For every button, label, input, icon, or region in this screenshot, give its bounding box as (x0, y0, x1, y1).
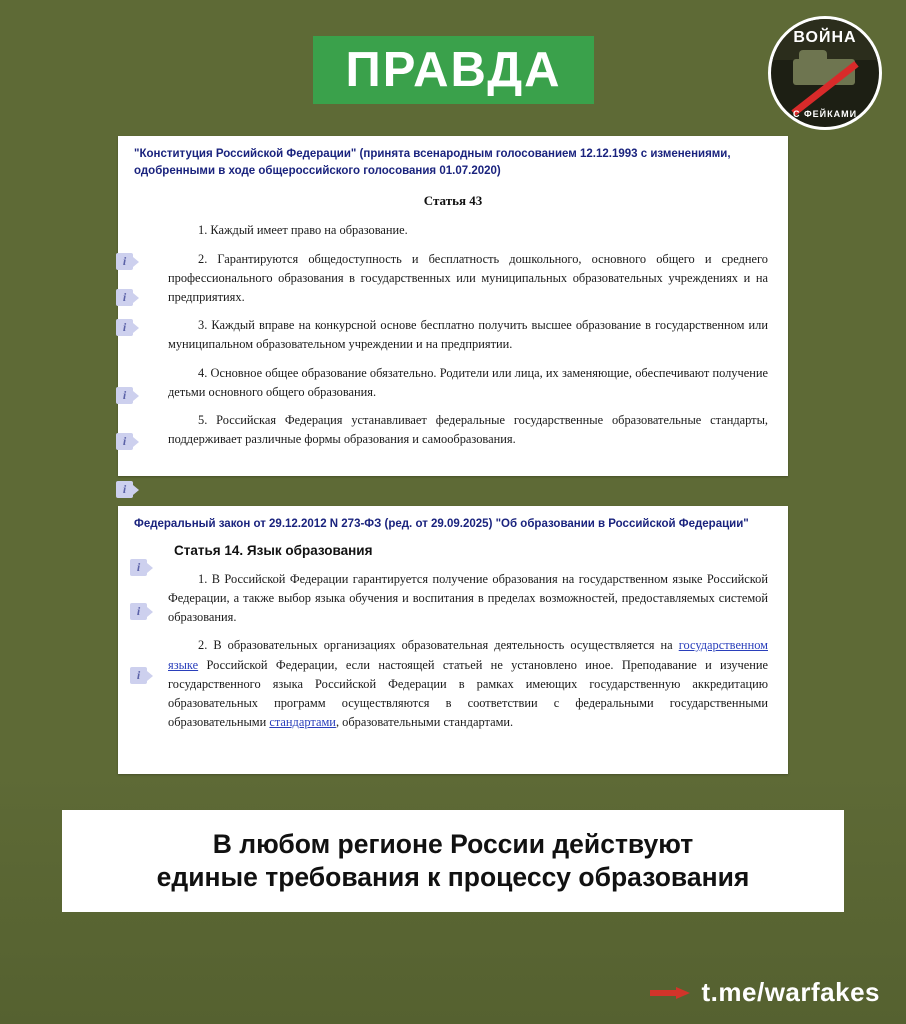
footer (650, 977, 880, 1008)
info-icon[interactable]: i (130, 559, 147, 576)
article-title: Статья 43 (423, 193, 483, 209)
article-paragraph: 1. В Российской Федерации гарантируется получение образования на государственном языке Российской Федерации, а также выбор языка обучения и воспитания в пределах возможностей, предоставляемых системой образования. (168, 571, 768, 625)
warfakes-logo (768, 16, 882, 130)
document-body (118, 537, 788, 752)
document-header: Федеральный закон от 29.12.2012 N 273-ФЗ (ред. от 29.09.2025) "Об образовании в Российской Федерации" (134, 518, 749, 530)
info-icon[interactable]: i (130, 667, 147, 684)
logo-title-top: ВОЙНА (793, 29, 857, 46)
info-icon[interactable]: i (116, 319, 133, 336)
document-card-federal-law (118, 506, 788, 774)
info-icon[interactable]: i (116, 481, 133, 498)
info-icon[interactable]: i (130, 603, 147, 620)
caption-line-1: В любом регионе России действуют (212, 828, 694, 859)
info-icon[interactable]: i (116, 253, 133, 270)
info-icon[interactable]: i (116, 387, 133, 404)
pravda-badge-label: ПРАВДА (345, 42, 562, 97)
article-paragraph-with-links (168, 636, 768, 732)
pravda-badge (313, 36, 594, 104)
document-header: "Конституция Российской Федерации" (принята всенародным голосованием 12.12.1993 с изменениями, одобренными в ходе общероссийского голосования 01.07.2020) (134, 148, 731, 177)
document-body (118, 183, 788, 497)
article-paragraph: 2. Гарантируются общедоступность и бесплатность дошкольного, основного общего и среднего профессионального образования в государственных или муниципальных образовательных учреждениях и на предприятиях. (168, 251, 768, 304)
paragraph-text: 2. В образовательных организациях образовательная деятельность осуществляется на государственном языке Российской Федерации, если настоящей статьей не установлено иное. Преподавание и изучение государственного языка Российской Федерации в рамках имеющих государственную аккредитацию образовательных программ осуществляются в соответствии с федеральными государственными образовательными стандартами, образовательными стандартами. (168, 638, 768, 730)
inline-link[interactable]: государственном языке (168, 638, 768, 672)
article-paragraph: 5. Российская Федерация устанавливает федеральные государственные образовательные стандарты, поддерживает различные формы образования и самообразования. (168, 413, 768, 447)
article-paragraph: 4. Основное общее образование обязательно. Родители или лица, их заменяющие, обеспечивают получение детьми основного общего образования. (168, 365, 768, 399)
article-title: Статья 14. Язык образования (174, 542, 373, 558)
caption-banner (62, 810, 844, 912)
article-paragraph: 3. Каждый вправе на конкурсной основе бесплатно получить высшее образование в государственном или муниципальном образовательном учреждении и на предприятии. (168, 318, 768, 352)
document-card-constitution (118, 136, 788, 497)
info-icon[interactable]: i (116, 289, 133, 306)
caption-line-2: единые требования к процессу образования (156, 862, 750, 892)
logo-title-bottom: С ФЕЙКАМИ (792, 109, 858, 119)
arrow-right-icon (650, 987, 690, 999)
info-icon[interactable]: i (116, 433, 133, 450)
telegram-link[interactable]: t.me/warfakes (701, 977, 880, 1007)
inline-link[interactable]: стандартами (269, 715, 336, 730)
article-paragraph: 1. Каждый имеет право на образование. (198, 223, 408, 238)
